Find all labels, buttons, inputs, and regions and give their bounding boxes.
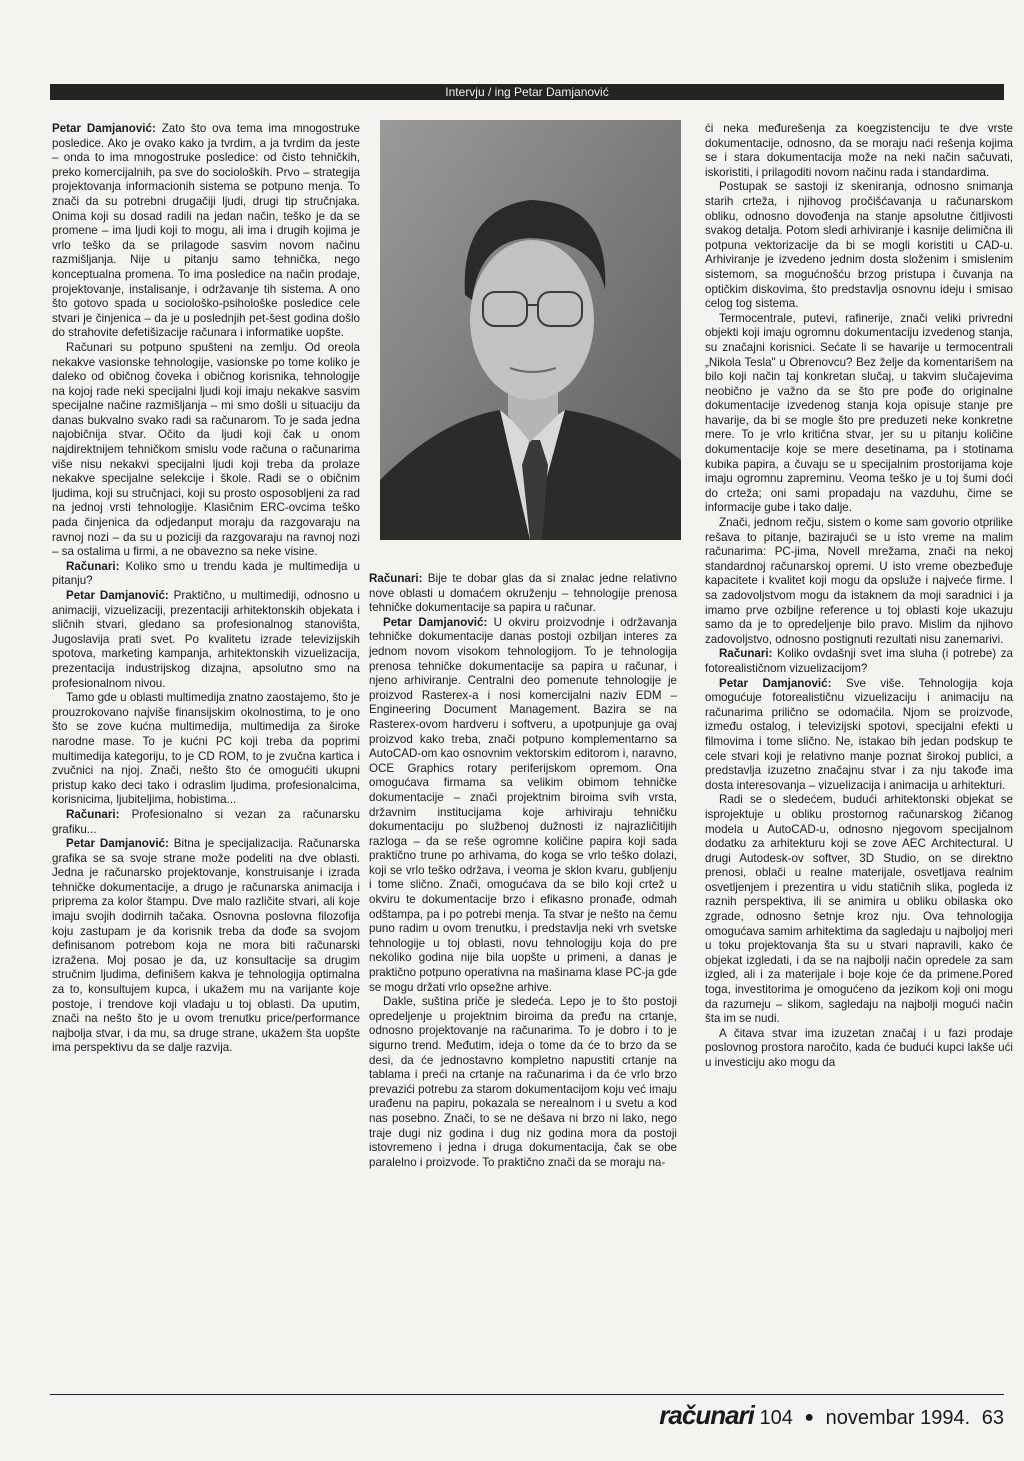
magazine-logo: računari [659,1400,754,1430]
paragraph [705,180,1013,311]
paragraph [705,647,1013,676]
page-number: 63 [981,1407,1004,1429]
right-column [705,122,1013,1071]
paragraph-text: Računari su potpuno spušteni na zemlju. Od oreola nekakve vasionske tehnologije, vasionske po tome koliko je daleko od običnog čoveka i običnog korisnika, tehnologije na kojoj rade neki specijalni ljudi koji imaju nekakve sasvim specijalne načine razmišljanja – mi smo došli u situaciju da danas bukvalno svako radi sa računarom. To je sada jedna najobičnija stvar. Očito da ljudi koji čak u onom najdirektnijem tehničkom smislu vode računa o računarima više nisu nekakvi specijalni ljudi koji treba da prolaze nekakve specijalne selekcije i škole. Radi se o običnim ljudima, koji su stručnjaci, koji su prosto osposobljeni za rad na jednoj vrsti tehnologije. Klasičnim ERC-ovcima teško pada činjenica da odjedanput moraju da razgovaraju na ravnoj nozi – da su u poziciji da razgovaraju na ravnoj nozi – sa ostalima u firmi, a ne obavezno sa neke visine. [52,340,360,559]
paragraph-text: Bitna je specijalizacija. Računarska grafika se sa svoje strane može podeliti na dve oblasti. Jedna je računarsko projektovanje, konstruisanje i izrada tehničke dokumentacije, a drugo je računarska animacija i priprema za kolor štampu. Dve malo različite stvari, ali koje imaju svojih dodirnih tačaka. Osnovna poslovna filozofija koju zastupam je da korisnik treba da dođe sa svojom definisanom potrebom koja ne mora biti računarski izražena. Moj posao je da, uz konsultacije sa drugim stručnim ljudima, definišem kakva je tehnologija optimalna za to, konsultujem kupca, i ukažem mu na varijante koje postoje, i trendove koji vladaju u toj oblasti. Da uputim, znači na nešto što je u ovom trenutku price/performance najbolja stvar, i da mu, sa druge strane, ukažem šta uopšte ima perspektivu da se dalje razvija. [52,837,360,1055]
paragraph [52,560,360,589]
paragraph-text: Znači, jednom rečju, sistem o kome sam govorio otprilike rešava to pitanje, bazirajući se u isto vreme na malim računarima: PC-jima, Novell mrežama, znači na nekoj standardnoj računarskoj opremi. U isto vreme obezbeđuje kapacitete i kvalitet koji mogu da opslužе i najveće firme. I sa zadovoljstvom mogu da istaknem da moji saradnici i ja imamo prve ozbiljne reference u toj oblasti koje ukazuju samo da je to opredeljenje bilo pravo. Mislim da njihovo zadovoljstvo, odnosno postignuti rezultati nisu zanemarivi. [705,516,1013,646]
paragraph [705,516,1013,647]
paragraph-text: Praktično, u multimediji, odnosno u animaciji, vizuelizaciji, prezentaciji arhitektonskih objekata i sličnih stvari, gledano sa profesionalnog stanovišta, Jugoslavija prati svet. Po kvalitetu izrade televizijskih spotova, marketing kampanja, arhitektonskih vizuelizacija, prezentacija industrijskog dizajna, apsolutno smo na profesionalnom nivou. [52,589,361,690]
speaker-label: Petar Damjanović: [66,589,169,602]
paragraph [52,691,360,808]
paragraph [705,793,1013,1027]
paragraph [369,572,677,616]
paragraph-text: ći neka međurešenja za koegzistenciju te dve vrste dokumentacije, odnosno, da se moraju naći rešenja kojima se i stara dokumentacija može na neki način sačuvati, iskoristiti, i prilagoditi novom načinu rada i standardima. [705,122,1013,179]
paragraph [52,341,360,560]
paragraph [52,589,360,691]
speaker-label: Računari: [66,807,120,821]
portrait-photo [380,120,681,540]
paragraph-text: Radi se o sledećem, budući arhitektonski objekat se isprojektuje u obliku prostornog računarskog žičanog modela u AutoCAD-u, odnosno njegovom specijalnom dodatku za arhitekturu koji se zove AEC Architectural. U drugi Autodesk-ov softver, 3D Studio, on se direktno prenosi, oblači u realne materijale, osvetljava realnim osvetljenjem i prezentira u vidu statičnih slika, pogleda iz raznih perspektiva, ili se animira u obliku obilaska oko zgrade, odnosno šetnje kroz nju. Ova tehnologija omogućava samim arhitektima da sagledaju u najboljoj meri u toku projektovanja šta su u stvari napravili, kako će objekat izgledati, i da se na najbolji način opredele za sam izgled, ali i za materijale i boje koje će da primene.Pored toga, investitorima je omogućeno da jezikom koji oni mogu da razumeju – slikom, sagledaju na najbolji mogući način šta im se nudi. [705,793,1013,1026]
paragraph [705,1027,1013,1071]
paragraph [52,808,360,837]
paragraph-text: Sve više. Tehnologija koja omogućuje fotorealističnu vizuelizaciju i animaciju na računarima prilično se odomaćila. Njom se proizvode, između ostalog, i televizijski spotovi, specijalni efekti u filmovima i tome slično. Ne, istakao bih jedan podskup te cele stvari koji je relativno manje poznat širokoj publici, a predstavlja izuzetno značajnu stvar i za nju takođe ima dosta interesovanja – vizuelizacija i animacija u arhitekturi. [705,676,1013,792]
paragraph-text: Koliko ovdašnji svet ima sluha (i potrebe) za fotorealističnom vizuelizacijom? [705,647,1013,675]
section-header [50,84,1004,100]
issue-date: novembar 1994. [825,1407,971,1429]
paragraph-text: Zato što ova tema ima mnogostruke posledice. Ako je ovako kako ja tvrdim, a ja tvrdim da jeste – onda to ima mnogostruke posledice: od čisto tehničkih, preko komercijalnih, pa sve do socioloških. Prvo – strategija projektovanja informacionih sistema se potpuno menja. To znači da su potrebni drugačiji ljudi, drugi tip stručnjaka. Onima koji su dosad radili na jedan način, teško je da se promene – ima ljudi koji to mogu, ali ima i drugih kojima je vrlo teško da se prilagode sasvim novom načinu razmišljanja. Nije u pitanju samo tehnička, nego konceptualna promena. To ima posledice na način prodaje, projektovanje, instalisanje, i održavanje tih sistema. A ono što gotovo spada u sociološko-psihološke posledice cele stvari je činjenica – da je u poslednjih pet-šest godina došlo do strahovite defetišizacije računara i informatike uopšte. [52,122,360,340]
speaker-label: Računari: [719,647,773,661]
portrait-illustration [380,120,681,540]
paragraph-text: Tamo gde u oblasti multimedija znatno zaostajemo, što je prouzrokovano najviše finansijskim okolnostima, to je ono što se zove kućna multimedija, multimedija za široke narodne mase. To je kućni PC koji treba da poprimi multimedija kategoriju, to je CD ROM, to je zvučna kartica i zvučnici na njoj. Znači, nešto što će omogućiti ukupni pristup kako deci tako i odraslim ljudima, profesionalcima, korisnicima, ljubiteljima, hobistima... [52,691,360,807]
paragraph-text: Profesionalno si vezan za računarsku grafiku... [52,807,360,836]
left-column [52,122,360,1056]
paragraph-text: U okviru proizvodnje i održavanja tehničke dokumentacije danas postoji ozbiljan interes za jednom novom visokom tehnologijom. To je tehnologija prenosa tehničke dokumentacije sa papira u računar, i njeno arhiviranje. Centralni deo pomenute tehnologije je proizvod Rasterex-a i nosi komercijalni naziv EDM – Engineering Document Management. Bazira se na Rasterex-ovom hardveru i softveru, a upotpunjuje ga ovaj proizvod kako treba, znači potpuno komplementarno sa AutoCAD-om kao osnovnim vektorskim editorom i, naravno, OCE Graphics rotary periferijskom opremom. Ona omogućava firmama sa velikim obimom tehničke dokumentacije – znači projektnim biroima svih vrsta, državnim institucijama koje arhiviraju tehničku dokumentaciju po službenoj dužnosti iz najrazličitijih razloga – da se reše ogromne količine papira koji sada praktično trune po arhivama, do koga se vrlo teško dolazi, koji se vrlo teško održava, i veoma je sklon kvaru, gubljenju i tome slično. Znači, omogućava da se bilo koji crtež u okviru te dokumentacije brzo i efikasno pronađe, odmah odštampa, pa i po potrebi menja. Ta stvar je nešto na čemu puno radim u ovom trenutku, i predstavlja neki vrh svetske tehnologije u toj oblasti, novu tehnologiju koja do pre nekoliko godina nije bila uopšte u primeni, a danas je praktično potpuno operativna na mašinama klase PC-ja gde se mogu držati vrlo opsežne arhive. [369,615,677,994]
paragraph-text: Koliko smo u trendu kada je multimedija u pitanju? [52,559,360,588]
bullet-icon: ● [804,1409,815,1426]
paragraph-text: Bije te dobar glas da si znalac jedne relativno nove oblasti u domaćem okruženju – tehnologije prenosa tehničke dokumentacije sa papira u računar. [369,572,677,615]
paragraph-text: Postupak se sastoji iz skeniranja, odnosno snimanja starih crteža, i njihovog pročišćavanja u računarskom obliku, odnosno dovođenja na stanje apsolutne čitljivosti svakog detalja. Potom sledi arhiviranje i kasnije delimična ili potpuna vektorizacije da bi se mogli koristiti u CAD-u. Arhiviranje je izvedeno jednim dosta složenim i smislenim sistemom, sa mogućnošću brzog pristupa i čuvanja na optičkim diskovima, što predstavlja osnovnu ideju i smisao celog tog sistema. [705,180,1013,311]
paragraph [52,837,360,1056]
paragraph [705,312,1013,516]
speaker-label: Računari: [66,559,120,573]
footer-rule [50,1394,1004,1395]
paragraph-text: Termocentrale, putevi, rafinerije, znači veliki privredni objekti koji imaju ogromnu dokumentaciju izvedenog stanja, su značajni korisnici. Sećate li se havarije u termocentrali „Nikola Tesla" u Obrenovcu? Bez želje da komentarišem na bilo koji način taj konkretan slučaj, u takvim slučajevima neobično je važno da se što pre pođe do originalne dokumentacije izvedenog stanja koja opisuje stanje pre havarije, da bi se mogle što pre preduzeti neke konkretne mere. To je vrlo kritična stvar, jer su u pitanju količine dokumentacije koje se mere desetinama, pa i stotinama kubika papira, a čuvaju se u specijalnim prostorijama koje imaju ogromnu zapreminu. Veoma teško je u toj šumi doći do crteža; oni sami propadaju na vazduhu, čime se informacije gube i tako dalje. [705,311,1013,515]
speaker-label: Petar Damjanović: [719,676,832,690]
section-title: Intervju / ing Petar Damjanović [445,85,609,99]
speaker-label: Petar Damjanović: [383,615,488,629]
paragraph-text: Dakle, suština priče je sledeća. Lepo je to što postoji opredeljenje u projektnim biroima da pređu na crtanje, odnosno projektovanje na računarima. To je dobro i to je sigurno trend. Međutim, ideja o tome da će to brzo da se desi, da će jednostavno kompletno napustiti crtanje na tablama i preći na crtanje na računarima i da će vrlo brzo prevazići potrebu za starom dokumentacijom koju već imaju urađenu na papiru, pokazala se nerealnom i u svetu a kod nas posebno. Znači, to se ne dešava ni brzo ni lako, nego traje dugi niz godina i dug niz godina mora da postoji istovremeno i jedna i druga dokumentacija, čak se obe paralelno i proizvode. To praktično znači da se moraju na- [369,995,677,1169]
paragraph [52,122,360,341]
paragraph-text: A čitava stvar ima izuzetan značaj i u fazi prodaje poslovnog prostora naročito, kada će budući kupci lakše ući u investiciju ako mogu da [705,1026,1013,1069]
issue-number: 104 [759,1407,793,1429]
speaker-label: Petar Damjanović: [52,122,156,135]
paragraph [705,677,1013,794]
page-footer [659,1400,1004,1430]
paragraph [369,995,677,1170]
paragraph [369,616,677,995]
speaker-label: Petar Damjanović: [66,837,169,851]
speaker-label: Računari: [369,572,423,585]
middle-column [369,572,677,1170]
paragraph [705,122,1013,180]
